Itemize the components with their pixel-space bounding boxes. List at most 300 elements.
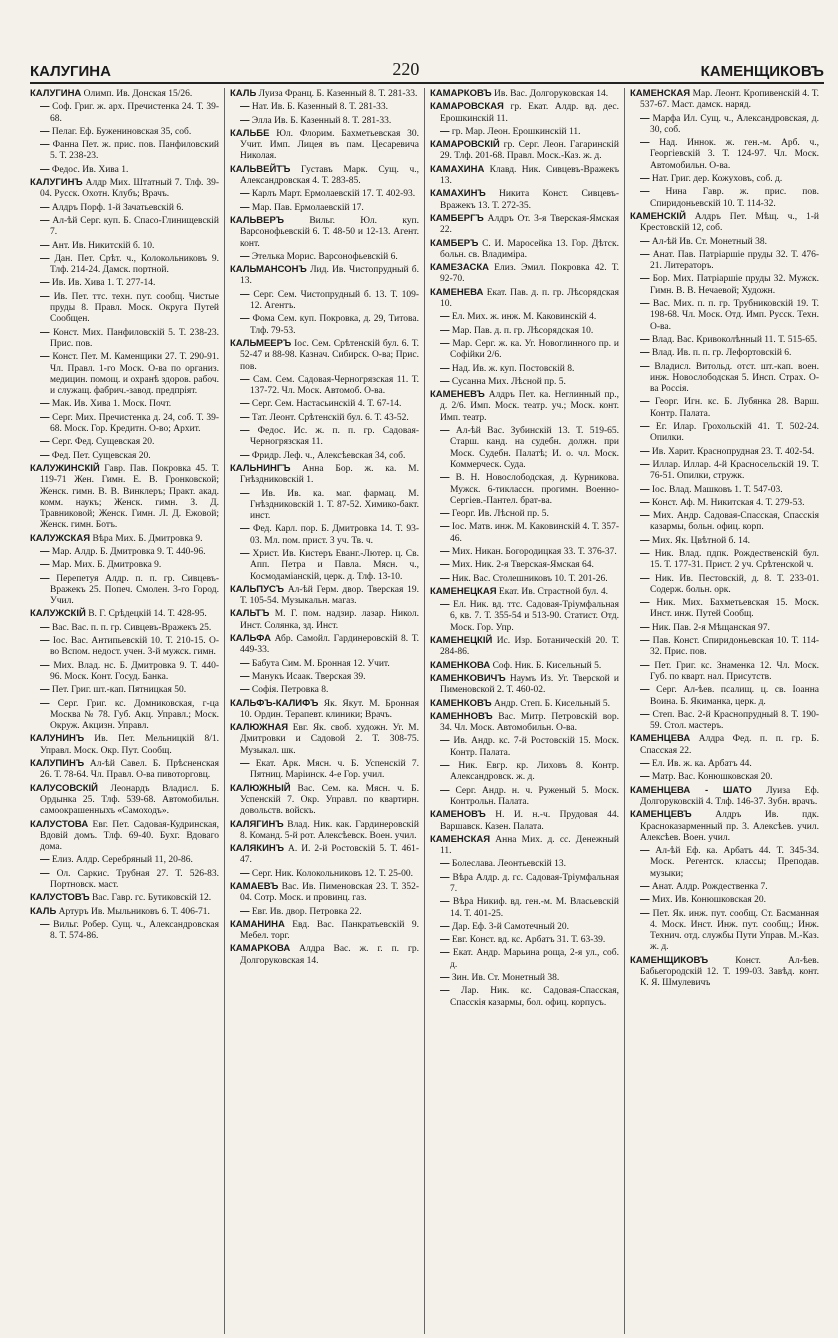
entry-details: Гавр. Пав. Покровка 45. Т. 119-71 Жен. Гимн. Е. В. Гронковской; Женск. гимн. В. В. Винклеръ; Практ. акад. комм. наукъ; Женск. гимн. З. Д. Травниковой; Женск. Гимн. Л. Д. Ежовой; Женск. гимн. Ботъ. bbox=[40, 463, 220, 531]
directory-entry bbox=[230, 684, 419, 696]
entry-surname: — bbox=[40, 101, 50, 113]
directory-entry bbox=[430, 425, 619, 471]
directory-entry bbox=[430, 760, 619, 784]
directory-entry bbox=[230, 463, 419, 487]
entry-surname: КАЛЬТЪ bbox=[230, 608, 270, 620]
directory-entry bbox=[630, 660, 819, 684]
directory-entry bbox=[430, 635, 619, 659]
directory-entry bbox=[630, 347, 819, 359]
entry-details: Элла Ив. Б. Казенный 8. Т. 281-33. bbox=[251, 115, 392, 126]
directory-entry bbox=[230, 450, 419, 462]
entry-details: Ив. Вас. Долгоруковская 14. bbox=[493, 89, 609, 99]
entry-surname: КАМЕНЦЕВА bbox=[630, 733, 691, 745]
entry-surname: — bbox=[640, 708, 650, 720]
entry-surname: — bbox=[240, 188, 250, 200]
entry-details: Ник. Мих. Бахметьевская 15. Моск. Инст. инж. Путей Сообщ. bbox=[650, 598, 819, 620]
entry-details: Алдръ Ив. пдк. Красноказарменный пр. 3. Алексѣев. учил. Алексѣев. Воен. учил. bbox=[640, 810, 820, 843]
entry-details: Екат. Андр. Марьина роща, 2-я ул., соб. д. bbox=[450, 948, 620, 970]
entry-surname: — bbox=[240, 523, 250, 535]
entry-details: Мих. Никан. Богородицкая 33. Т. 376-37. bbox=[451, 546, 617, 557]
entry-surname: — bbox=[40, 214, 50, 226]
directory-entry bbox=[230, 202, 419, 214]
column-3 bbox=[424, 88, 624, 1334]
directory-entry bbox=[30, 215, 219, 239]
directory-entry bbox=[30, 546, 219, 558]
directory-entry bbox=[630, 484, 819, 496]
directory-entry bbox=[230, 412, 419, 424]
entry-details: Мар. Мих. Б. Дмитровка 9. bbox=[51, 560, 162, 571]
directory-entry bbox=[430, 238, 619, 262]
directory-entry bbox=[630, 421, 819, 445]
directory-entry bbox=[430, 188, 619, 212]
entry-surname: КАЛЬВЕРЪ bbox=[230, 214, 285, 226]
entry-surname: КАМЕНЦЕВА - ШАТО bbox=[630, 784, 752, 796]
entry-details: Вас. Ив. Пименовская 23. Т. 352-04. Сотр. Моск. и провинц. газ. bbox=[240, 882, 420, 904]
entry-surname: — bbox=[640, 621, 650, 633]
entry-surname: КАМЕННОВЪ bbox=[430, 710, 493, 722]
entry-surname: КАМАРОВСКІЙ bbox=[430, 139, 500, 151]
directory-entry bbox=[230, 128, 419, 163]
entry-surname: — bbox=[440, 934, 450, 946]
entry-details: Алдръ Порф. 1-й Зачатьевскій 6. bbox=[51, 202, 184, 213]
entry-details: В. Н. Новослободская, д. Курникова. Мужск. 6-тиклассн. прогимн. Военно-Сергіев.-Пантел. брат-ва. bbox=[450, 473, 619, 506]
directory-entry bbox=[230, 374, 419, 398]
entry-surname: — bbox=[40, 277, 50, 289]
entry-surname: КАМЕНЕВА bbox=[430, 286, 484, 298]
entry-surname: КАЛЬ bbox=[30, 905, 57, 917]
entry-surname: — bbox=[640, 659, 650, 671]
directory-entry bbox=[630, 771, 819, 783]
entry-surname: — bbox=[240, 670, 250, 682]
entry-details: М. Г. пом. надзир. лазар. Никол. Инст. Солянка, зд. Инст. bbox=[240, 609, 419, 631]
entry-details: Иллар. Иллар. 4-й Красносельскій 19. Т. 76-51. Опилки, стружк. bbox=[650, 459, 819, 482]
entry-details: Екат. Арк. Мясн. ч. Б. Успенскій 7. Пятниц. Маріинск. 4-е Гор. учил. bbox=[250, 759, 419, 781]
entry-details: Софія. Петровка 8. bbox=[251, 685, 329, 696]
directory-entry bbox=[430, 262, 619, 286]
directory-entry bbox=[30, 351, 219, 397]
entry-surname: — bbox=[640, 360, 650, 372]
entry-details: Влад. Ник. как. Гардинеровскій 8. Команд. 5-й рот. Алексѣевск. Воен. учил. bbox=[240, 819, 420, 841]
directory-entry bbox=[630, 881, 819, 893]
directory-entry bbox=[30, 126, 219, 138]
directory-entry bbox=[430, 972, 619, 984]
entry-surname: КАМБЕРГЪ bbox=[430, 212, 484, 224]
directory-entry bbox=[30, 164, 219, 176]
directory-entry bbox=[430, 88, 619, 100]
entry-surname: — bbox=[240, 684, 250, 696]
entry-surname: — bbox=[440, 947, 450, 959]
entry-details: Вѣра Мих. Б. Дмитровка 9. bbox=[92, 533, 203, 544]
entry-surname: — bbox=[240, 867, 250, 879]
directory-entry bbox=[230, 188, 419, 200]
entry-surname: КАЛУЖСКАЯ bbox=[30, 532, 91, 544]
entry-surname: — bbox=[440, 871, 450, 883]
entry-surname: — bbox=[240, 547, 250, 559]
entry-surname: — bbox=[640, 510, 650, 522]
directory-entry bbox=[30, 854, 219, 866]
directory-entry bbox=[230, 398, 419, 410]
entry-surname: КАЛУЖСКІЙ bbox=[30, 608, 86, 620]
entry-surname: — bbox=[640, 248, 650, 260]
entry-surname: — bbox=[40, 635, 50, 647]
entry-surname: КАЛЬ bbox=[230, 88, 257, 99]
directory-entry bbox=[430, 985, 619, 1009]
entry-details: Анат. Пав. Патріаршіе пруды 32. Т. 476-21. Литераторъ. bbox=[650, 249, 819, 272]
entry-surname: КАМЕЗАСКА bbox=[430, 262, 490, 274]
directory-entry bbox=[430, 287, 619, 311]
entry-details: Іос. Матв. инж. М. Каковинскій 4. Т. 357-46. bbox=[450, 522, 619, 544]
directory-entry bbox=[230, 88, 419, 100]
directory-entry bbox=[630, 113, 819, 137]
entry-details: Серг. Сем. Настасьинскій 4. Т. 67-14. bbox=[251, 399, 402, 410]
entry-surname: — bbox=[640, 547, 650, 559]
directory-entry bbox=[630, 298, 819, 333]
entry-surname: — bbox=[40, 326, 50, 338]
entry-surname: — bbox=[440, 760, 450, 772]
entry-surname: КАМАХИНЪ bbox=[430, 188, 486, 200]
entry-surname: КАЛЬФА bbox=[230, 633, 272, 645]
entry-surname: — bbox=[640, 396, 650, 408]
entry-surname: КАЛУНИНЪ bbox=[30, 733, 85, 745]
entry-surname: — bbox=[240, 449, 250, 461]
entry-details: Фед. Карл. пор. Б. Дмитровка 14. Т. 93-03. Мл. пом. прист. 3 уч. Тв. ч. bbox=[250, 524, 420, 546]
entry-surname: КАЛЯГИНЪ bbox=[230, 818, 284, 830]
entry-surname: — bbox=[40, 125, 50, 137]
directory-entry bbox=[630, 635, 819, 659]
entry-surname: — bbox=[440, 362, 450, 374]
entry-surname: — bbox=[640, 907, 650, 919]
entry-details: Ег. Илар. Грохольскій 41. Т. 502-24. Опилки. bbox=[650, 422, 820, 444]
entry-details: Анна Мих. д. сс. Денежный 11. bbox=[440, 834, 620, 857]
entry-surname: — bbox=[240, 758, 250, 770]
entry-surname: — bbox=[240, 905, 250, 917]
entry-surname: — bbox=[640, 458, 650, 470]
entry-surname: — bbox=[240, 201, 250, 213]
directory-entry bbox=[430, 858, 619, 870]
directory-entry bbox=[630, 809, 819, 844]
entry-details: Степ. Вас. 2-й Краснопрудный 8. Т. 190-59. Стол. мастеръ. bbox=[650, 709, 820, 732]
entry-surname: — bbox=[240, 373, 250, 385]
entry-surname: КАЛЬВЕЙТЪ bbox=[230, 163, 291, 175]
entry-surname: — bbox=[240, 411, 250, 423]
entry-surname: — bbox=[640, 298, 650, 310]
directory-entry bbox=[430, 338, 619, 362]
entry-details: Нина Гавр. ж. прис. пов. Спиридоньевскій 10. Т. 114-32. bbox=[650, 187, 819, 209]
entry-surname: КАЛУЖИНСКІЙ bbox=[30, 462, 100, 474]
directory-entry bbox=[230, 671, 419, 683]
directory-entry bbox=[430, 599, 619, 634]
directory-entry bbox=[430, 546, 619, 558]
directory-entry bbox=[230, 722, 419, 757]
entry-surname: — bbox=[440, 324, 450, 336]
entry-surname: КАМЕНСКАЯ bbox=[430, 833, 491, 845]
entry-details: Серг. Ник. Колокольниковъ 12. Т. 25-00. bbox=[251, 868, 413, 879]
entry-details: Ал-ѣй Герм. двор. Тверская 19. Т. 105-54. Музыкальн. магаз. bbox=[240, 584, 419, 607]
directory-entry bbox=[630, 684, 819, 708]
entry-details: Вас. Вас. п. п. гр. Сивцевъ-Вражекъ 25. bbox=[51, 622, 212, 633]
entry-surname: КАМЕНОВЪ bbox=[430, 809, 486, 821]
entry-surname: — bbox=[40, 621, 50, 633]
entry-surname: — bbox=[440, 425, 450, 437]
entry-details: Нат. Ив. Б. Казенный 8. Т. 281-33. bbox=[251, 102, 388, 113]
directory-entry bbox=[430, 896, 619, 920]
directory-entry bbox=[430, 673, 619, 697]
directory-entry bbox=[430, 164, 619, 188]
entry-details: Евг. Пет. Садовая-Кудринская, Вдовій домъ. Тлф. 69-40. Бухг. Вдоваго дома. bbox=[40, 819, 219, 853]
entry-surname: — bbox=[40, 572, 50, 584]
entry-details: Евг. Конст. вд. кс. Арбатъ 31. Т. 63-39. bbox=[451, 935, 606, 946]
directory-entry bbox=[30, 253, 219, 277]
entry-details: Сусанна Мих. Лѣсной пр. 5. bbox=[451, 376, 566, 387]
entry-surname: — bbox=[640, 173, 650, 185]
directory-entry bbox=[430, 508, 619, 520]
entry-details: Вильг. Робер. Сущ. ч., Александровская 8. Т. 574-86. bbox=[50, 919, 219, 942]
entry-surname: — bbox=[240, 657, 250, 669]
entry-details: Анна Бор. ж. ка. М. Гнѣздниковскій 1. bbox=[240, 463, 419, 486]
directory-entry bbox=[230, 881, 419, 905]
entry-details: Лар. Ник. кс. Садовая-Спасская, Спасскія казармы, бол. офиц. корпусъ. bbox=[450, 986, 619, 1008]
directory-entry bbox=[30, 327, 219, 351]
entry-surname: — bbox=[240, 101, 250, 113]
entry-surname: — bbox=[40, 139, 50, 151]
directory-entry bbox=[630, 497, 819, 509]
entry-surname: — bbox=[440, 858, 450, 870]
entry-details: Влад. Ив. п. п. гр. Лефортовскій 6. bbox=[651, 348, 792, 359]
directory-entry bbox=[30, 919, 219, 943]
directory-entry bbox=[630, 459, 819, 483]
entry-surname: — bbox=[40, 239, 50, 251]
entry-surname: — bbox=[640, 881, 650, 892]
entry-surname: — bbox=[640, 597, 650, 609]
entry-details: Марфа Ил. Сущ. ч., Александровская, д. 30, соб. bbox=[650, 113, 820, 135]
directory-entry bbox=[230, 251, 419, 263]
entry-details: Луиза Еф. Долгоруковскій 4. Тлф. 146-37. Зубн. врачъ. bbox=[640, 785, 820, 807]
entry-surname: — bbox=[440, 735, 450, 747]
entry-details: С. И. Маросейка 13. Гор. Дѣтск. больн. св. Владиміра. bbox=[440, 238, 619, 260]
entry-surname: КАЛУГИНА bbox=[30, 88, 82, 99]
directory-entry bbox=[430, 363, 619, 375]
column-4 bbox=[624, 88, 824, 1334]
entry-details: А. И. 2-й Ростовскій 5. Т. 461-47. bbox=[240, 844, 420, 866]
directory-entry bbox=[630, 211, 819, 235]
entry-surname: — bbox=[440, 972, 450, 984]
entry-details: Серг. Ал-ѣев. псалищ. ц. св. Іоанна Воина. Б. Якиманка, церк. д. bbox=[650, 685, 820, 707]
entry-details: Ел. Ив. ж. ка. Арбатъ 44. bbox=[651, 759, 752, 770]
directory-entry bbox=[630, 249, 819, 273]
entry-surname: — bbox=[440, 920, 450, 932]
directory-entry bbox=[430, 389, 619, 424]
entry-details: Анат. Алдр. Рождественка 7. bbox=[651, 882, 768, 892]
directory-entry bbox=[430, 126, 619, 138]
directory-entry bbox=[430, 325, 619, 337]
entry-surname: КАМЕНЦЕВЪ bbox=[630, 809, 692, 821]
directory-entry bbox=[630, 334, 819, 346]
entry-details: Фед. Пет. Сущевская 20. bbox=[51, 450, 151, 461]
entry-details: Конст. Мих. Панфиловскій 5. Т. 238-23. Прис. пов. bbox=[50, 327, 220, 349]
column-2 bbox=[224, 88, 424, 1334]
entry-surname: КАМЕНСКАЯ bbox=[630, 88, 691, 99]
entry-surname: КАЛУСОВСКІЙ bbox=[30, 782, 98, 794]
directory-entry bbox=[630, 908, 819, 954]
directory-entry bbox=[30, 139, 219, 163]
entry-details: Елиз. Эмил. Покровка 42. Т. 92-70. bbox=[440, 263, 619, 285]
entry-details: Мих. Ив. Конюшковская 20. bbox=[651, 895, 766, 906]
entry-details: Над. Иннок. ж. ген.-м. Арб. ч., Георгіевскій 3. Т. 124-97. Чл. Моск. Автомобильн. О-ва. bbox=[650, 138, 820, 171]
directory-entry bbox=[630, 535, 819, 547]
entry-details: Олимп. Ив. Донская 15/26. bbox=[83, 89, 193, 99]
entry-details: Абр. Самойл. Гардинеровскій 8. Т. 449-33. bbox=[240, 634, 419, 656]
entry-details: Мих. Андр. Садовая-Спасская, Спасскія казармы, больн. офиц. корп. bbox=[650, 511, 819, 533]
directory-entry bbox=[30, 684, 219, 696]
entry-details: Мих. Як. Цвѣтной б. 14. bbox=[651, 535, 751, 546]
entry-details: Федос. Ис. ж. п. п. гр. Садовая-Черногрязская 11. bbox=[250, 426, 420, 448]
header-left-word: КАЛУГИНА bbox=[30, 63, 111, 80]
entry-details: Ис. Изр. Ботаническій 20. Т. 284-86. bbox=[440, 636, 619, 658]
directory-entry bbox=[230, 164, 419, 188]
directory-entry bbox=[430, 809, 619, 833]
entry-surname: — bbox=[440, 311, 450, 323]
entry-details: Ив. Пет. Мельницкій 8/1. Управл. Моск. Окр. Пут. Сообщ. bbox=[40, 734, 219, 756]
entry-details: Христ. Ив. Кистеръ Еванг.-Лютер. ц. Св. Апп. Петра и Павла. Мясн. ч., Космодаміанскій, церк. д. Тлф. 13-10. bbox=[250, 548, 419, 582]
header-right-word: КАМЕНЩИКОВЪ bbox=[700, 63, 824, 80]
entry-details: гр. Мар. Леон. Ерошкинскій 11. bbox=[451, 126, 581, 137]
entry-details: Конст. Аф. М. Никитская 4. Т. 279-53. bbox=[651, 497, 805, 508]
directory-entry bbox=[430, 521, 619, 545]
entry-surname: — bbox=[640, 572, 650, 584]
entry-surname: КАМАНИНА bbox=[230, 918, 285, 930]
directory-entry bbox=[230, 698, 419, 722]
entry-surname: — bbox=[640, 758, 650, 770]
running-header bbox=[30, 58, 824, 80]
directory-columns bbox=[30, 88, 824, 1334]
entry-surname: — bbox=[640, 333, 650, 345]
directory-entry bbox=[30, 783, 219, 818]
entry-details: Манукъ Исаак. Тверская 39. bbox=[251, 671, 366, 682]
entry-surname: КАМЕНЕЦКАЯ bbox=[430, 585, 497, 597]
directory-entry bbox=[230, 868, 419, 880]
directory-entry bbox=[30, 240, 219, 252]
entry-surname: КАЛЮЖНАЯ bbox=[230, 722, 289, 734]
entry-details: Мак. Ив. Хива 1. Моск. Почт. bbox=[51, 399, 172, 410]
directory-entry bbox=[430, 934, 619, 946]
directory-entry bbox=[230, 523, 419, 547]
directory-entry bbox=[630, 273, 819, 297]
entry-details: Серг. Григ. кс. Домниковская, г-ца Москва № 78. Губ. Акц. Управл.; Моск. Окруж. Акцизн. Управл. bbox=[50, 698, 220, 732]
entry-surname: — bbox=[40, 201, 50, 213]
directory-entry bbox=[230, 488, 419, 523]
directory-entry bbox=[430, 311, 619, 323]
entry-details: Соф. Григ. ж. арх. Пречистенка 24. Т. 39-68. bbox=[50, 102, 219, 124]
entry-surname: — bbox=[640, 496, 650, 508]
entry-details: Ел. Ник. вд. ттс. Садовая-Тріумфальная 6, кв. 7. Т. 355-54 и 513-90. Статист. Отд. Моск. Гор. Упр. bbox=[450, 600, 619, 633]
entry-details: Алдр Мих. Штатный 7. Тлф. 39-04. Русск. Охотн. Клубъ; Врачъ. bbox=[40, 178, 220, 200]
entry-surname: — bbox=[240, 114, 250, 126]
entry-details: Пет. Григ. кс. Знаменка 12. Чл. Моск. Губ. по кварт. нал. Присутств. bbox=[650, 660, 820, 682]
entry-surname: — bbox=[640, 534, 650, 546]
directory-entry bbox=[430, 698, 619, 710]
directory-entry bbox=[630, 597, 819, 621]
entry-surname: — bbox=[40, 252, 50, 264]
entry-details: Владисл. Витольд. отст. шт.-кап. воен. инж. Новослободская 5. Инсп. Страх. О-ва Россія. bbox=[650, 361, 820, 395]
directory-entry bbox=[230, 843, 419, 867]
entry-surname: — bbox=[440, 896, 450, 908]
entry-details: Екат. Пав. д. п. гр. Лѣсорядская 10. bbox=[440, 287, 619, 310]
entry-details: Іос. Влад. Машковъ 1. Т. 547-03. bbox=[651, 484, 783, 495]
entry-details: Вас. Митр. Петровскій вор. 34. Чл. Моск. Автомобильн. О-ва. bbox=[440, 711, 619, 734]
directory-entry bbox=[30, 177, 219, 201]
directory-entry bbox=[430, 921, 619, 933]
directory-entry bbox=[30, 819, 219, 854]
entry-surname: КАЛЮЖНЫЙ bbox=[230, 782, 291, 794]
directory-entry bbox=[230, 313, 419, 337]
entry-details: Фанна Пет. ж. прис. пов. Панфиловский 5. Т. 238-23. bbox=[50, 140, 219, 162]
entry-surname: — bbox=[440, 559, 450, 571]
entry-details: Вас. Гавр. гс. Бутиковскій 12. bbox=[91, 893, 212, 904]
directory-entry bbox=[30, 892, 219, 904]
directory-entry bbox=[230, 608, 419, 632]
entry-details: Мар. Пав. д. п. гр. Лѣсорядская 10. bbox=[451, 325, 594, 336]
directory-entry bbox=[30, 88, 219, 100]
directory-entry bbox=[30, 622, 219, 634]
entry-details: гр. Екат. Алдр. вд. дес. Ерошкинскій 11. bbox=[440, 102, 619, 124]
entry-details: Матр. Вас. Конюшковская 20. bbox=[651, 772, 773, 783]
entry-details: Никита Конст. Сивцевъ-Вражекъ 13. Т. 272-35. bbox=[440, 189, 620, 211]
entry-details: Мих. Ник. 2-я Тверская-Ямская 64. bbox=[451, 560, 594, 571]
entry-details: Алдра Фед. п. п. гр. Б. Спасская 22. bbox=[640, 734, 819, 756]
entry-details: Серг. Фед. Сущевская 20. bbox=[51, 437, 155, 448]
entry-details: Вѣра Никиф. вд. ген.-м. М. Власьевскій 14. Т. 401-25. bbox=[450, 897, 619, 919]
entry-details: Серг. Сем. Чистопрудный б. 13. Т. 109-12. Агентъ. bbox=[250, 289, 420, 312]
entry-details: Густавъ Марк. Сущ. ч., Александровская 4. Т. 283-85. bbox=[240, 164, 419, 187]
directory-entry bbox=[430, 101, 619, 125]
entry-surname: — bbox=[640, 635, 650, 647]
entry-surname: — bbox=[40, 697, 50, 709]
directory-entry bbox=[30, 202, 219, 214]
directory-entry bbox=[230, 783, 419, 818]
directory-entry bbox=[30, 450, 219, 462]
entry-surname: — bbox=[440, 521, 450, 533]
directory-entry bbox=[630, 845, 819, 880]
entry-details: Іос. Вас. Антипьевскій 10. Т. 210-15. О-во Вспом. недост. учен. 3-й мужск. гимн. bbox=[50, 636, 219, 658]
entry-details: Мих. Влад. нс. Б. Дмитровка 9. Т. 440-96. Моск. Конт. Госуд. Банка. bbox=[50, 660, 220, 682]
header-rule bbox=[30, 82, 824, 84]
entry-surname: КАМАХИНА bbox=[430, 163, 485, 175]
entry-details: Ив. Пет. ттс. техн. пут. сообщ. Чистые пруды 8. Правл. Моск. Округа Путей Сообщен. bbox=[50, 291, 219, 325]
directory-entry bbox=[30, 906, 219, 918]
entry-details: Над. Ив. ж. куп. Постовскій 8. bbox=[451, 363, 575, 374]
entry-surname: — bbox=[640, 421, 650, 433]
entry-surname: — bbox=[640, 771, 650, 783]
directory-entry bbox=[230, 289, 419, 313]
directory-entry bbox=[230, 425, 419, 449]
entry-surname: КАЛЬНИНГЪ bbox=[230, 462, 291, 474]
entry-surname: — bbox=[240, 425, 250, 437]
entry-details: Федос. Ив. Хива 1. bbox=[51, 164, 129, 175]
entry-surname: — bbox=[440, 508, 450, 520]
directory-entry bbox=[630, 758, 819, 770]
directory-entry bbox=[230, 215, 419, 250]
directory-entry bbox=[30, 635, 219, 659]
directory-entry bbox=[30, 698, 219, 733]
entry-surname: — bbox=[440, 375, 450, 387]
entry-details: Вильг. Юл. куп. Варсонофьевскій 6. Т. 48-50 и 12-13. Агент. конт. bbox=[240, 215, 420, 249]
directory-entry bbox=[30, 660, 219, 684]
directory-entry bbox=[30, 533, 219, 545]
entry-surname: — bbox=[40, 436, 50, 448]
entry-details: Перепетуя Алдр. п. п. гр. Сивцевъ-Вражекъ 25. Попеч. Смолен. 3-го Город. Учил. bbox=[50, 573, 219, 607]
entry-details: Ал-ѣй Савел. Б. Прѣсненская 26. Т. 78-64. Чл. Правл. О-ва пивоторговц. bbox=[40, 759, 219, 781]
entry-surname: — bbox=[40, 545, 50, 557]
